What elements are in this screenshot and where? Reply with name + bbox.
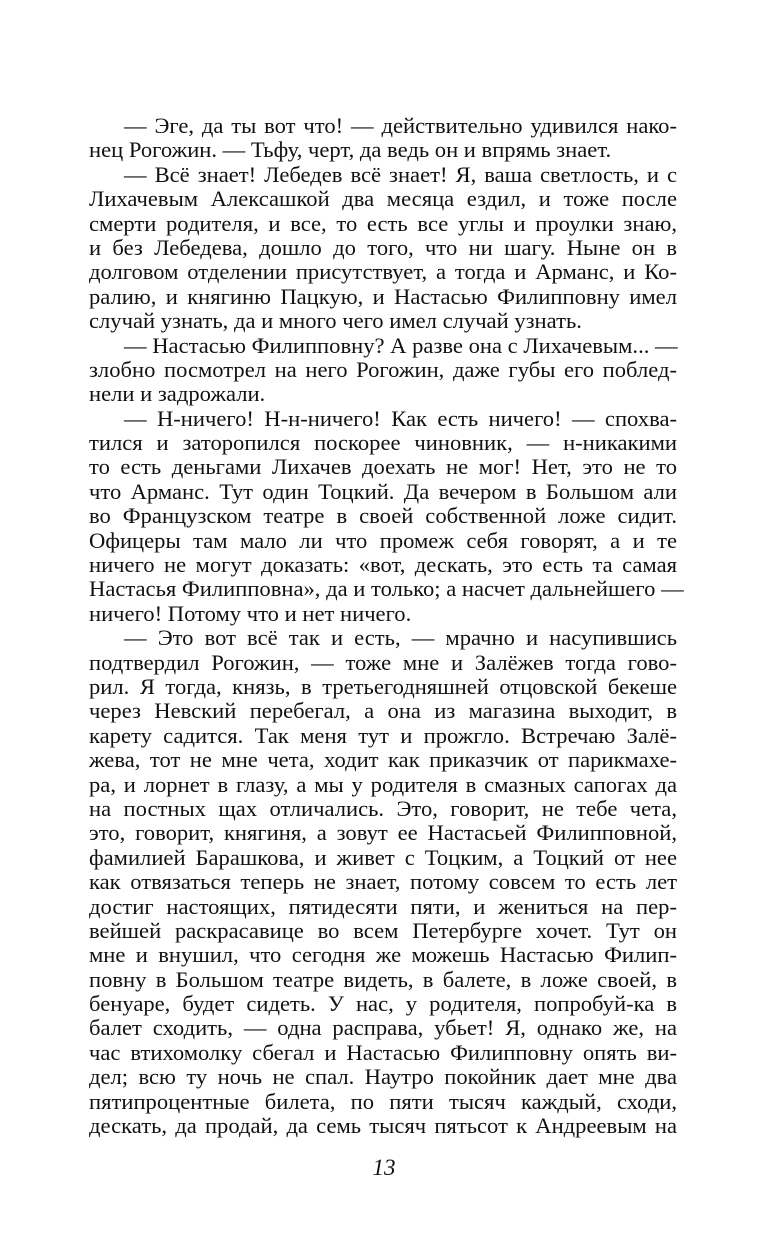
text-line: вейшей раскрасавице во всем Петербурге хочет. Тут он xyxy=(89,917,677,943)
paragraph xyxy=(89,405,684,627)
text-line: пятипроцентные билета, по пяти тысяч каждый, сходи, xyxy=(89,1088,677,1114)
text-line: Офицеры там мало ли что промеж себя говорят, а и те xyxy=(89,527,677,553)
text-line: долговом отделении присутствует, а тогда и Арманс, и Ко- xyxy=(89,259,677,285)
paragraph xyxy=(89,334,677,407)
book-page-text xyxy=(89,113,684,1139)
text-line: — Всё знает! Лебедев всё знает! Я, ваша светлость, и с xyxy=(124,161,677,187)
text-line: карету садится. Так меня тут и прожгло. Встречаю Залё- xyxy=(89,722,677,748)
text-line: случай узнать, да и много чего имел случай узнать. xyxy=(89,308,582,334)
text-line: ралию, и княгиню Пацкую, и Настасью Филипповну имел xyxy=(89,283,677,309)
text-line: Настасья Филипповна», да и только; а насчет дальнейшего — xyxy=(89,576,684,602)
paragraph xyxy=(89,114,677,163)
text-line: — Н-ничего! Н-н-ничего! Как есть ничего! — спохва- xyxy=(124,405,677,431)
text-line: что Арманс. Тут один Тоцкий. Да вечером в Большом али xyxy=(89,478,677,504)
text-line: — Настасью Филипповну? А разве она с Лихачевым... — xyxy=(124,332,678,358)
text-line: на постных щах отличались. Это, говорит, не тебе чета, xyxy=(89,795,677,821)
text-line: бенуаре, будет сидеть. У нас, у родителя, попробуй-ка в xyxy=(89,991,677,1017)
text-line: — Это вот всё так и есть, — мрачно и насупившись xyxy=(124,625,677,651)
text-line: балет сходить, — одна расправа, убьет! Я, однако же, на xyxy=(89,1015,677,1041)
text-line: час втихомолку сбегал и Настасью Филипповну опять ви- xyxy=(89,1039,677,1065)
text-line: повну в Большом театре видеть, в балете, в ложе своей, в xyxy=(89,966,677,992)
text-line: рил. Я тогда, князь, в третьегодняшней отцовской бекеше xyxy=(89,673,677,699)
text-line: достиг настоящих, пятидесяти пяти, и жениться на пер- xyxy=(89,893,677,919)
text-line: это, говорит, княгиня, а зовут ее Настасьей Филипповной, xyxy=(89,820,677,846)
text-line: жева, тот не мне чета, ходит как приказчик от парикмахе- xyxy=(89,747,677,773)
paragraph xyxy=(89,626,677,1138)
text-line: Лихачевым Алексашкой два месяца ездил, и тоже после xyxy=(89,186,677,212)
text-line: — Эге, да ты вот что! — действительно удивился нако- xyxy=(124,113,677,138)
text-line: то есть деньгами Лихачев доехать не мог! Нет, это не то xyxy=(89,454,677,480)
text-line: ничего! Потому что и нет ничего. xyxy=(89,600,412,626)
text-line: ничего не могут доказать: «вот, дескать, это есть та самая xyxy=(89,552,677,578)
text-line: и без Лебедева, дошло до того, что ни шагу. Ныне он в xyxy=(89,234,677,260)
page-number: 13 xyxy=(372,1155,396,1180)
text-line: дел; всю ту ночь не спал. Наутро покойник дает мне два xyxy=(89,1064,677,1090)
text-line: во Французском театре в своей собственной ложе сидит. xyxy=(89,503,677,529)
text-line: нец Рогожин. — Тьфу, черт, да ведь он и впрямь знает. xyxy=(89,137,612,163)
text-line: через Невский перебегал, а она из магазина выходит, в xyxy=(89,698,677,724)
text-line: нели и задрожали. xyxy=(89,381,266,407)
paragraph xyxy=(89,163,677,334)
text-line: как отвязаться теперь не знает, потому совсем то есть лет xyxy=(89,869,677,895)
text-line: фамилией Барашкова, и живет с Тоцким, а Тоцкий от нее xyxy=(89,844,677,870)
text-line: тился и заторопился поскорее чиновник, — н-никакими xyxy=(89,430,677,456)
text-line: дескать, да продай, да семь тысяч пятьсот к Андреевым на xyxy=(89,1113,677,1139)
text-line: ра, и лорнет в глазу, а мы у родителя в смазных сапогах да xyxy=(89,771,677,797)
text-line: мне и внушил, что сегодня же можешь Настасью Филип- xyxy=(89,942,677,968)
text-line: подтвердил Рогожин, — тоже мне и Залёжев тогда гово- xyxy=(89,649,677,675)
text-line: злобно посмотрел на него Рогожин, даже губы его поблед- xyxy=(89,356,677,382)
text-line: смерти родителя, и все, то есть все углы и проулки знаю, xyxy=(89,210,677,236)
